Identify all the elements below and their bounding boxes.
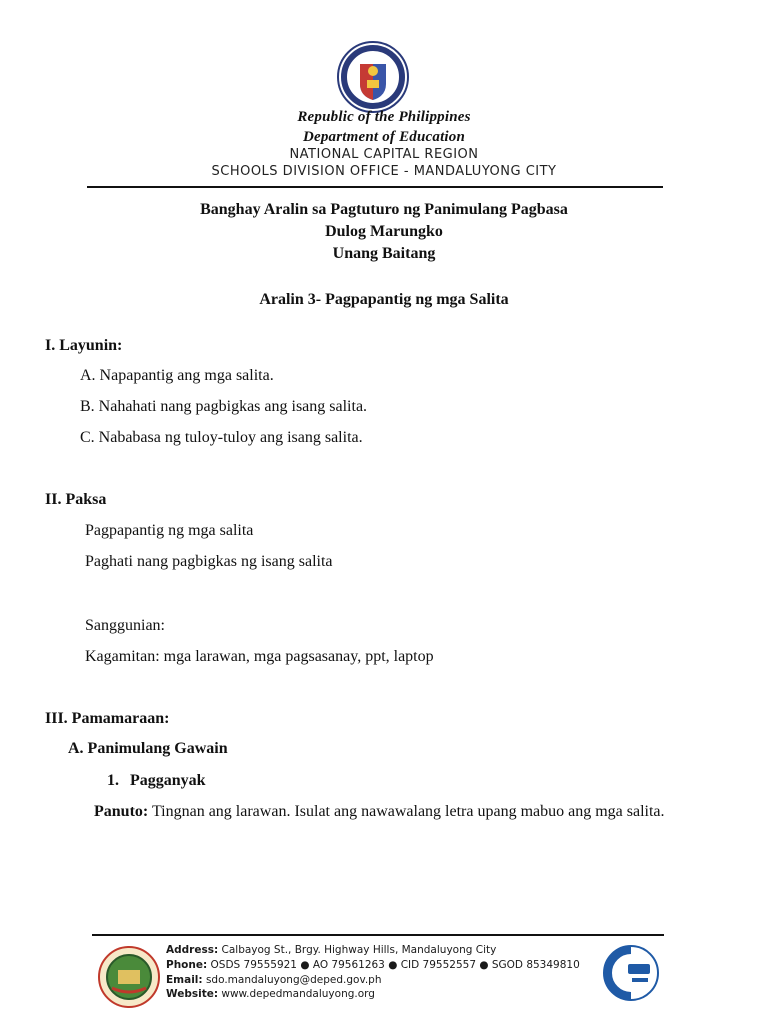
subsection-panimulang-gawain: A. Panimulang Gawain — [68, 740, 228, 757]
document-subtitle: Dulog Marungko — [325, 223, 443, 240]
header-republic: Republic of the Philippines — [297, 109, 471, 125]
email-label: Email: — [166, 973, 203, 986]
address-label: Address: — [166, 944, 219, 956]
tuv-iso-certification-logo — [602, 944, 660, 1002]
section-layunin-heading: I. Layunin: — [45, 337, 123, 354]
header-division: SCHOOLS DIVISION OFFICE - MANDALUYONG CITY — [211, 164, 557, 179]
footer-address — [166, 943, 580, 958]
header-region: NATIONAL CAPITAL REGION — [289, 147, 479, 162]
footer-email — [166, 973, 580, 988]
section-pamamaraan-heading: III. Pamamaraan: — [45, 710, 170, 727]
panuto-text: Tingnan ang larawan. Isulat ang nawawalang letra upang mabuo ang mga salita. — [148, 803, 665, 820]
kagamitan-line: Kagamitan: mga larawan, mga pagsasanay, ppt, laptop — [85, 648, 434, 665]
lesson-title: Aralin 3- Pagpapantig ng mga Salita — [259, 291, 509, 308]
document-title: Banghay Aralin sa Pagtuturo ng Panimulang Pagbasa — [200, 201, 568, 218]
header-divider — [87, 186, 663, 188]
objective-item: A. Napapantig ang mga salita. — [80, 367, 274, 384]
footer-website — [166, 987, 580, 1002]
phone-label: Phone: — [166, 958, 208, 971]
phone-value: OSDS 79555921 ● AO 79561263 ● CID 79552557 ● SGOD 85349810 — [207, 958, 580, 971]
step-pagganyak: Pagganyak — [130, 772, 206, 789]
footer-phone — [166, 958, 580, 973]
sanggunian-label: Sanggunian: — [85, 617, 165, 634]
email-value: sdo.mandaluyong@deped.gov.ph — [202, 973, 382, 986]
city-seal-logo — [98, 946, 160, 1008]
header-department: Department of Education — [302, 129, 466, 145]
deped-seal-logo — [336, 40, 410, 114]
website-value: www.depedmandaluyong.org — [218, 988, 375, 1001]
website-label: Website: — [166, 988, 219, 1001]
objective-item: B. Nahahati nang pagbigkas ang isang salita. — [80, 398, 368, 415]
section-paksa-heading: II. Paksa — [45, 491, 107, 508]
address-value: Calbayog St., Brgy. Highway Hills, Mandaluyong City — [218, 944, 497, 956]
panuto-label: Panuto: — [94, 803, 149, 820]
footer-divider — [92, 934, 664, 936]
objective-item: C. Nababasa ng tuloy-tuloy ang isang salita. — [80, 429, 363, 446]
panuto-instruction — [94, 803, 665, 821]
topic-item: Pagpapantig ng mga salita — [85, 522, 254, 539]
grade-level: Unang Baitang — [332, 245, 436, 262]
topic-item: Paghati nang pagbigkas ng isang salita — [85, 553, 333, 570]
step-number: 1. — [107, 772, 119, 789]
footer-contact-info — [166, 943, 580, 1002]
